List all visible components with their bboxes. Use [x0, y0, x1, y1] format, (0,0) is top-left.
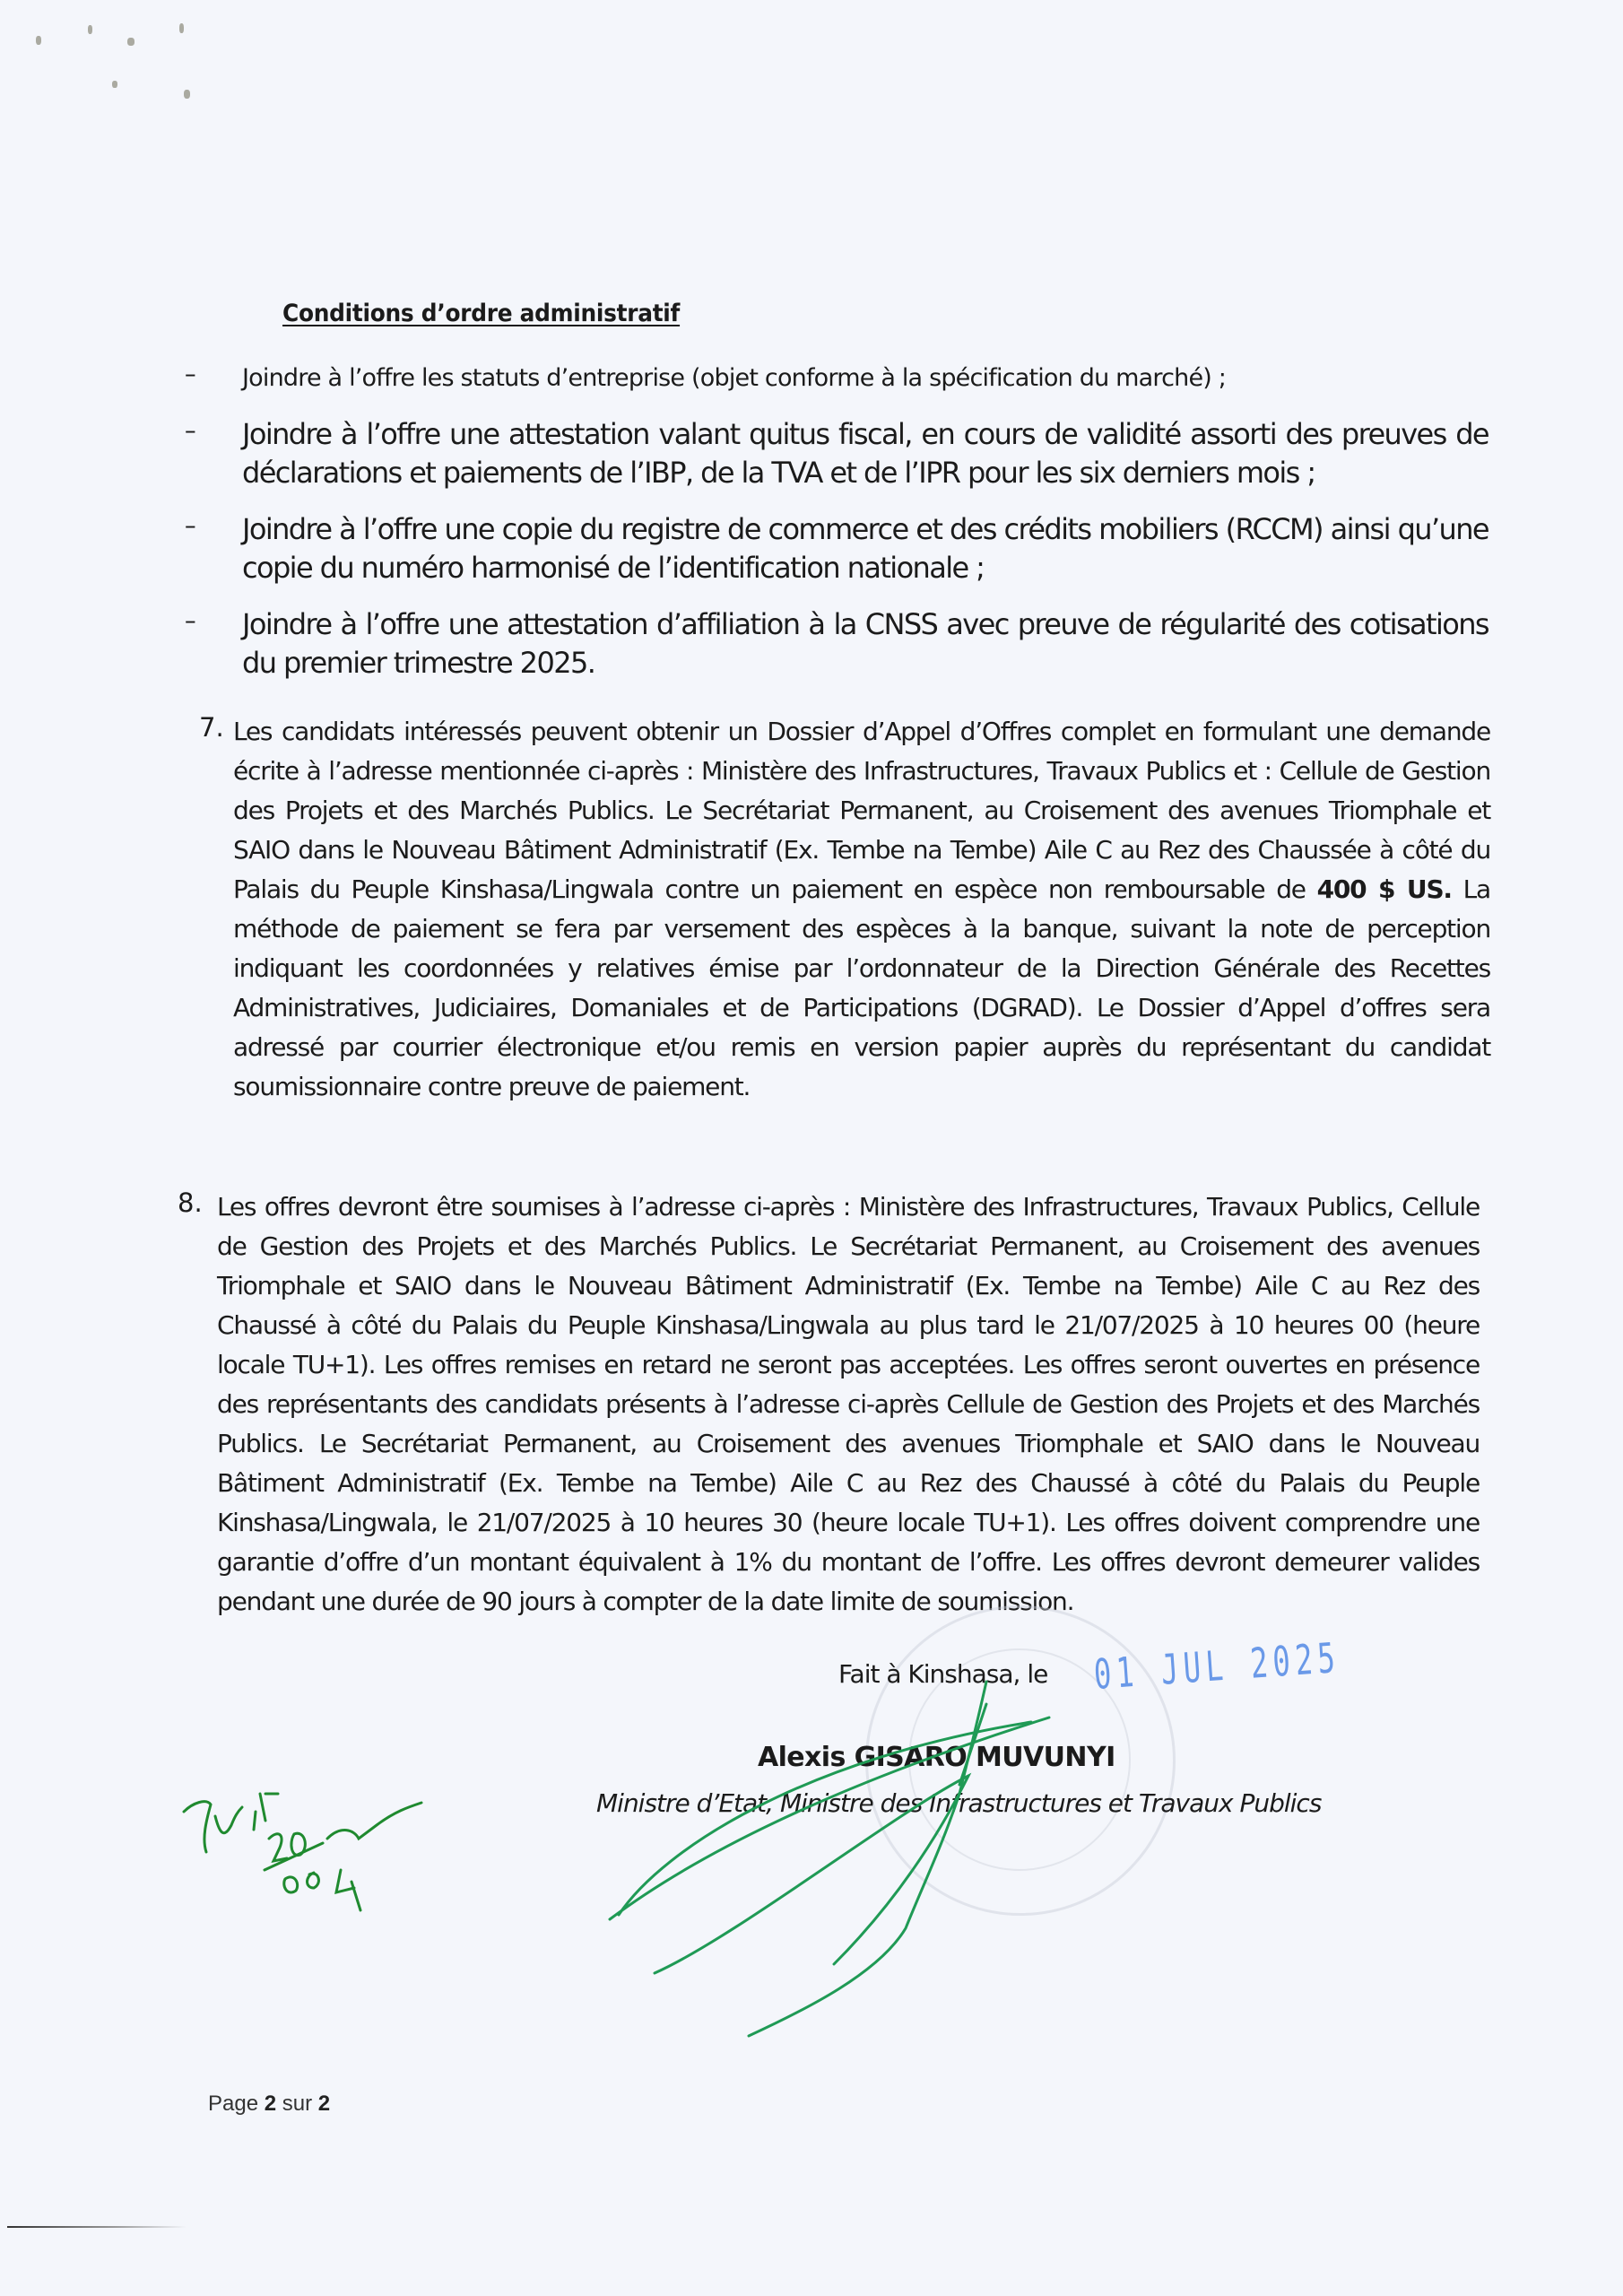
signatory-title: Ministre d’Etat, Ministre des Infrastructures et Travaux Publics	[596, 1788, 1322, 1818]
dash-bullet: –	[185, 359, 196, 388]
list-item-text: Joindre à l’offre une attestation d’affiliation à la CNSS avec preuve de régularité des cotisations du premier trimestre 2025.	[242, 607, 1488, 680]
paragraph-text	[233, 712, 1490, 1107]
paragraph-number: 7.	[199, 712, 224, 743]
date-stamp: 01 JUL 2025	[1092, 1632, 1342, 1699]
list-item	[179, 605, 1488, 683]
paragraph-text: Les offres devront être soumises à l’adresse ci-après : Ministère des Infrastructures, Travaux Publics, Cellule de Gestion des Projets et des Marchés Publics. Le Secrétariat Permanent, au Croisement des avenues Triomphale et SAIO dans le Nouveau Bâtiment Administratif (Ex. Tembe na Tembe) Aile C au Rez des Chaussé à côté du Palais du Peuple Kinshasa/Lingwala au plus tard le 21/07/2025 à 10 heures 00 (heure locale TU+1). Les offres remises en retard ne seront pas acceptées. Les offres seront ouvertes en présence des représentants des candidats présents à l’adresse ci-après Cellule de Gestion des Projets et des Marchés Publics. Le Secrétariat Permanent, au Croisement des avenues Triomphale et SAIO dans le Nouveau Bâtiment Administratif (Ex. Tembe na Tembe) Aile C au Rez des Chaussé à côté du Palais du Peuple Kinshasa/Lingwala, le 21/07/2025 à 10 heures 30 (heure locale TU+1). Les offres doivent comprendre une garantie d’offre d’un montant équivalent à 1% du montant de l’offre. Les offres devront demeurer valides pendant une durée de 90 jours à compter de la date limite de soumission.	[217, 1192, 1480, 1616]
list-item	[179, 510, 1488, 587]
total-pages: 2	[317, 2092, 331, 2116]
list-item-text: Joindre à l’offre une attestation valant quitus fiscal, en cours de validité assorti des preuves de déclarations et paiements de l’IBP, de la TVA et de l’IPR pour les six derniers mois ;	[242, 417, 1488, 490]
list-item	[179, 359, 1488, 397]
paragraph-text-part: La méthode de paiement se fera par versement des espèces à la banque, suivant la note de perception indiquant les coordonnées y relatives émise par l’ordonnateur de la Direction Générale des Recettes Administratives, Judiciaires, Domaniales et de Participations (DGRAD). Le Dossier d’Appel d’offres sera adressé par courrier électronique et/ou remis en version papier auprès du représentant du candidat soumissionnaire contre preuve de paiement.	[233, 874, 1490, 1101]
requirements-list	[179, 359, 1488, 700]
footer-divider	[7, 2226, 187, 2228]
page-number	[208, 2092, 330, 2117]
paragraph-text-part: Les candidats intéressés peuvent obtenir un Dossier d’Appel d’Offres complet en formulant une demande écrite à l’adresse mentionnée ci-après : Ministère des Infrastructures, Travaux Publics et : Cellule de Gestion des Projets et des Marchés Publics. Le Secrétariat Permanent, au Croisement des avenues Triomphale et SAIO dans le Nouveau Bâtiment Administratif (Ex. Tembe na Tembe) Aile C au Rez des Chaussée à côté du Palais du Peuple Kinshasa/Lingwala contre un paiement en espèce non remboursable de	[233, 717, 1490, 904]
signatory-name: Alexis GISARO MUVUNYI	[758, 1742, 1115, 1773]
dash-bullet: –	[185, 510, 196, 540]
section-heading: Conditions d’ordre administratif	[282, 300, 681, 327]
fee-amount: 400 $ US.	[1316, 874, 1452, 904]
dash-bullet: –	[185, 605, 196, 635]
page-separator: sur	[282, 2092, 313, 2116]
dash-bullet: –	[185, 415, 196, 445]
current-page: 2	[264, 2092, 277, 2116]
list-item	[179, 415, 1488, 492]
page-label: Page	[208, 2092, 259, 2116]
paragraph-8	[178, 1187, 1480, 1622]
place-date-label: Fait à Kinshasa, le	[838, 1659, 1048, 1689]
paragraph-number: 8.	[178, 1187, 203, 1218]
list-item-text: Joindre à l’offre les statuts d’entreprise (objet conforme à la spécification du marché) ;	[242, 364, 1227, 392]
list-item-text: Joindre à l’offre une copie du registre de commerce et des crédits mobiliers (RCCM) ainsi qu’une copie du numéro harmonisé de l’identification nationale ;	[242, 512, 1488, 585]
paragraph-7	[199, 712, 1490, 1107]
paper-marks	[18, 9, 215, 99]
handwritten-note	[184, 1794, 421, 1910]
